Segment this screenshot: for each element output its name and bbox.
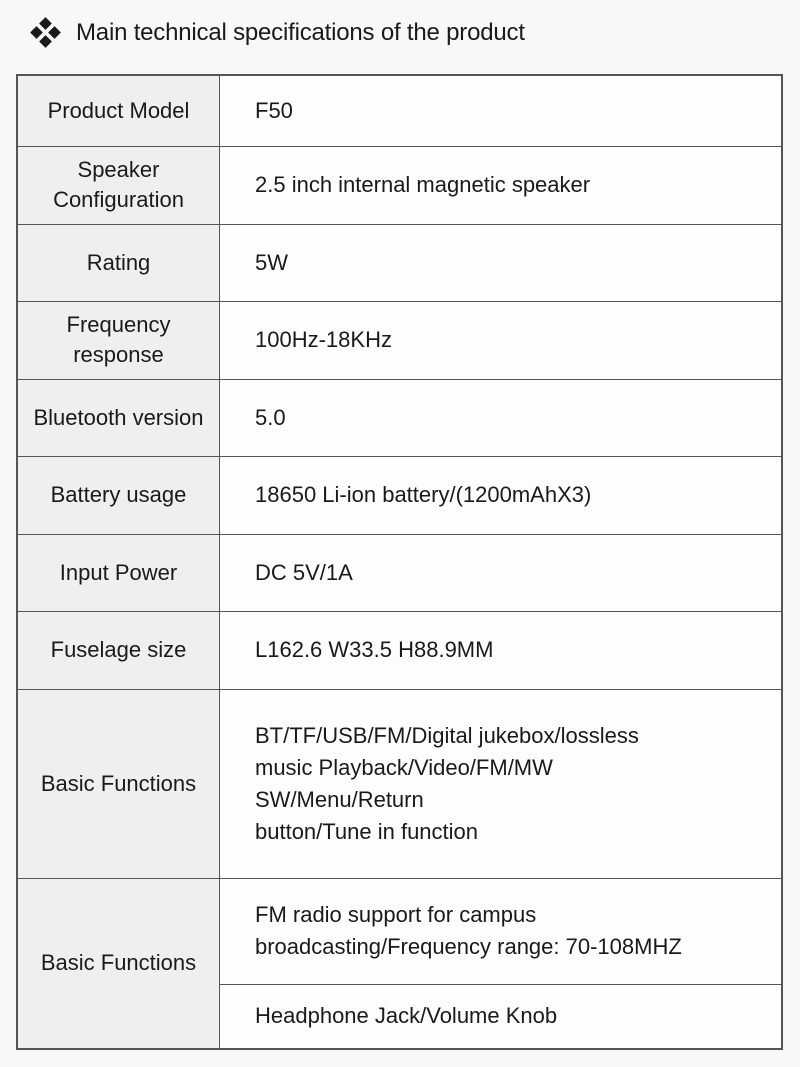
- table-row: [17, 456, 782, 534]
- spec-label: Product Model: [17, 75, 220, 146]
- table-row: [17, 611, 782, 689]
- spec-label: Basic Functions: [17, 878, 220, 1049]
- spec-value: 5W: [220, 224, 783, 301]
- spec-label: Speaker Configuration: [17, 146, 220, 224]
- spec-value: FM radio support for campus broadcasting/Frequency range: 70-108MHZ: [220, 878, 783, 984]
- page-header: [28, 14, 525, 52]
- spec-value: BT/TF/USB/FM/Digital jukebox/lossless music Playback/Video/FM/MW SW/Menu/Return button/Tune in function: [220, 689, 783, 878]
- spec-label: Fuselage size: [17, 611, 220, 689]
- table-row: [17, 689, 782, 878]
- spec-label: Input Power: [17, 534, 220, 611]
- spec-value: F50: [220, 75, 783, 146]
- spec-label: Frequency response: [17, 301, 220, 379]
- spec-value: 5.0: [220, 379, 783, 456]
- table-row: [17, 379, 782, 456]
- spec-value: 2.5 inch internal magnetic speaker: [220, 146, 783, 224]
- four-diamonds-icon: [28, 15, 64, 51]
- spec-value: Headphone Jack/Volume Knob: [220, 984, 783, 1049]
- spec-label: Rating: [17, 224, 220, 301]
- spec-label: Bluetooth version: [17, 379, 220, 456]
- table-row: [17, 75, 782, 146]
- spec-table: [16, 74, 783, 1050]
- table-row: [17, 878, 782, 984]
- spec-value: DC 5V/1A: [220, 534, 783, 611]
- spec-value: 18650 Li-ion battery/(1200mAhX3): [220, 456, 783, 534]
- spec-value: L162.6 W33.5 H88.9MM: [220, 611, 783, 689]
- table-row: [17, 534, 782, 611]
- table-row: [17, 301, 782, 379]
- spec-label: Battery usage: [17, 456, 220, 534]
- table-row: [17, 224, 782, 301]
- table-row: [17, 146, 782, 224]
- page-title: Main technical specifications of the product: [76, 19, 525, 46]
- spec-value: 100Hz-18KHz: [220, 301, 783, 379]
- spec-label: Basic Functions: [17, 689, 220, 878]
